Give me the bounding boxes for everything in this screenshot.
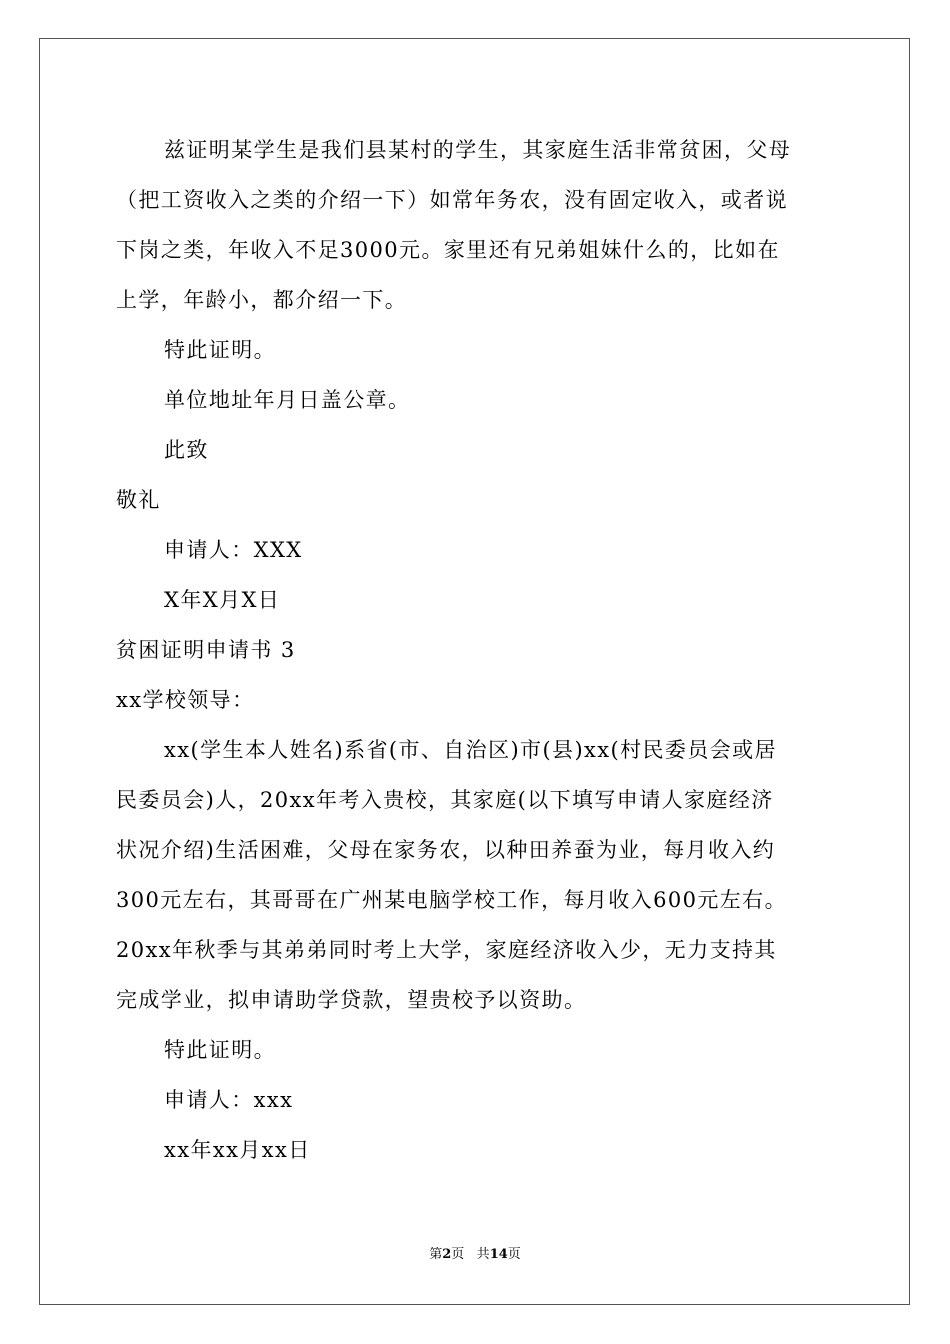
paragraph-line: （把工资收入之类的介绍一下）如常年务农，没有固定收入，或者说 <box>116 188 788 212</box>
paragraph-line: 特此证明。 <box>164 1038 276 1062</box>
paragraph-line: 下岗之类，年收入不足3000元。家里还有兄弟姐妹什么的，比如在 <box>116 238 780 262</box>
paragraph-line: 特此证明。 <box>164 338 276 362</box>
paragraph-line: 单位地址年月日盖公章。 <box>164 388 411 412</box>
section-title: 贫困证明申请书 3 <box>116 638 296 662</box>
page-number: 2 <box>442 1247 452 1262</box>
signature-line: 申请人：xxx <box>164 1088 294 1112</box>
total-prefix: 共 <box>476 1247 490 1262</box>
page-prefix: 第 <box>429 1247 443 1262</box>
page-suffix: 页 <box>451 1247 465 1262</box>
paragraph-line: 兹证明某学生是我们县某村的学生，其家庭生活非常贫困，父母 <box>164 138 792 162</box>
paragraph-line: 完成学业，拟申请助学贷款，望贵校予以资助。 <box>116 988 587 1012</box>
salutation-line: xx学校领导： <box>116 688 255 712</box>
date-line: X年X月X日 <box>164 588 281 612</box>
paragraph-line: xx(学生本人姓名)系省(市、自治区)市(县)xx(村民委员会或居 <box>164 738 777 762</box>
total-suffix: 页 <box>507 1247 521 1262</box>
signature-line: 申请人：XXX <box>164 538 303 562</box>
paragraph-line: 300元左右，其哥哥在广州某电脑学校工作，每月收入600元左右。 <box>116 888 787 912</box>
closing-line: 此致 <box>164 438 209 462</box>
total-pages: 14 <box>489 1247 508 1262</box>
paragraph-line: 民委员会)人，20xx年考入贵校，其家庭(以下填写申请人家庭经济 <box>116 788 774 812</box>
paragraph-line: 上学，年龄小，都介绍一下。 <box>116 288 408 312</box>
page-footer <box>0 1246 950 1264</box>
paragraph-line: 状况介绍)生活困难，父母在家务农，以种田养蚕为业，每月收入约 <box>116 838 776 862</box>
date-line: xx年xx月xx日 <box>164 1138 311 1162</box>
paragraph-line: 20xx年秋季与其弟弟同时考上大学，家庭经济收入少，无力支持其 <box>116 938 777 962</box>
closing-line: 敬礼 <box>116 488 161 512</box>
